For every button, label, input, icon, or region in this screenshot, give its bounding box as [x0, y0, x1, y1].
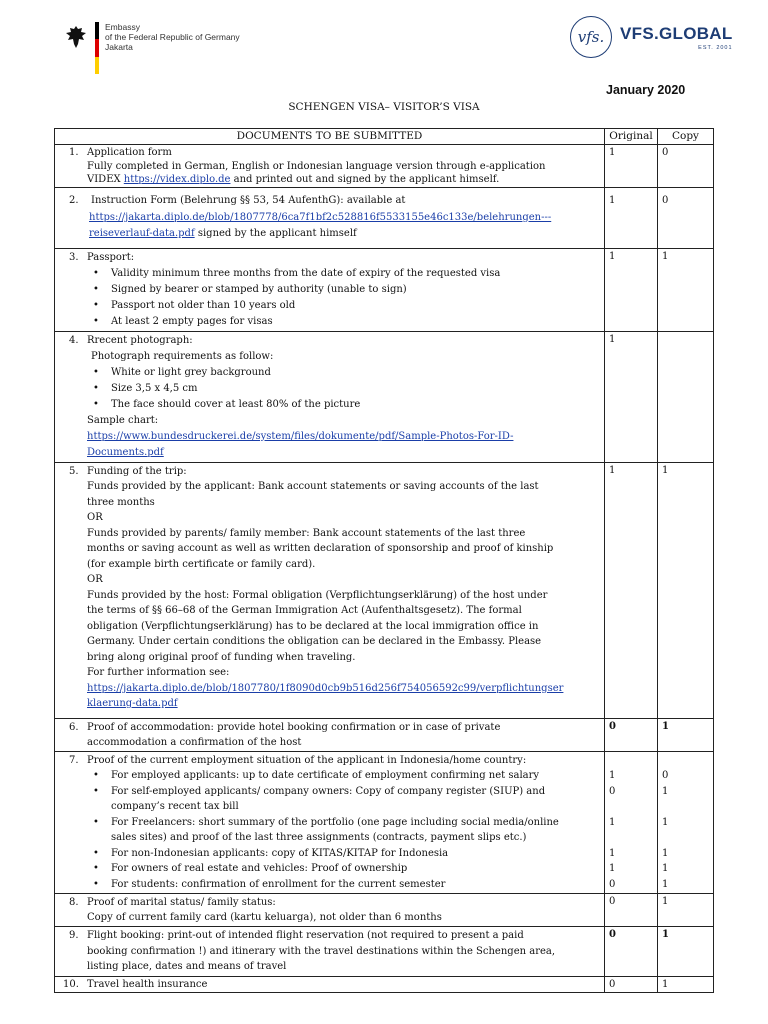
sample-photos-link[interactable]: https://www.bundesdruckerei.de/system/files/dokumente/pdf/Sample-Photos-For-ID-	[87, 430, 514, 442]
employment-list	[59, 768, 600, 892]
vfs-global-logo	[570, 16, 733, 58]
copy-count: 1	[661, 878, 669, 890]
instruction-form-link[interactable]: https://jakarta.diplo.de/blob/1807778/6ca7f1bf2c528816f5533155e46c133e/belehrungen---	[89, 211, 552, 223]
documents-table	[54, 128, 714, 993]
vfs-established: EST. 2001	[698, 44, 733, 51]
original-count: 0	[605, 976, 658, 992]
item-text: three months	[87, 496, 155, 508]
item-number: 6.	[69, 721, 79, 733]
copy-count: 1	[657, 976, 713, 992]
list-item: • For employed applicants: up to date certificate of employment confirming net salary	[99, 768, 600, 784]
item-number: 3.	[69, 251, 79, 263]
item-text	[59, 173, 600, 186]
row-documents	[55, 927, 605, 977]
copy-count: 1	[661, 816, 669, 828]
item-text: Funds provided by the applicant: Bank account statements or saving accounts of the last	[87, 481, 539, 493]
document-date: January 2020	[606, 83, 686, 97]
original-count: 0	[605, 894, 658, 927]
vfs-wordmark	[620, 24, 733, 51]
original-count: 1	[605, 462, 658, 718]
vfs-circle-mark: vfs.	[570, 16, 612, 58]
original-count: 1	[605, 145, 658, 188]
text-suffix: and printed out and signed by the applicant himself.	[230, 173, 500, 185]
embassy-logo	[64, 22, 240, 74]
item-text	[59, 209, 600, 226]
list-item-line: For self-employed applicants/ company owners: Copy of company register (SIUP) and	[111, 785, 546, 797]
item-text: Photograph requirements as follow:	[91, 350, 274, 362]
item-number: 1.	[69, 147, 79, 159]
copy-count: 1	[661, 847, 669, 859]
flag-stripe-black	[95, 22, 99, 39]
passport-list	[59, 266, 600, 330]
list-item: • White or light grey background	[99, 365, 600, 381]
item-title: Passport:	[87, 251, 135, 263]
original-count: 1	[605, 188, 658, 249]
copy-count: 1	[657, 462, 713, 718]
federal-eagle-icon	[64, 24, 88, 50]
list-item	[99, 815, 600, 846]
row-documents	[55, 462, 605, 718]
header-copy: Copy	[657, 129, 713, 145]
copy-count: 1	[661, 785, 669, 797]
table-row	[55, 927, 714, 977]
copy-count: 1	[657, 718, 713, 751]
item-number: 8.	[69, 897, 79, 909]
header-original: Original	[605, 129, 658, 145]
item-text: booking confirmation !) and itinerary with the travel destinations within the Schengen area,	[87, 945, 556, 957]
item-number: 10.	[63, 978, 79, 990]
original-count: 1	[609, 770, 616, 782]
list-item: • For owners of real estate and vehicles: Proof of ownership	[99, 861, 600, 877]
list-item: • Signed by bearer or stamped by authority (unable to sign)	[99, 282, 600, 298]
item-text	[59, 696, 600, 712]
copy-count: 1	[657, 248, 713, 331]
item-text: Germany. Under certain conditions the obligation can be declared in the Embassy. Please	[87, 636, 542, 648]
item-title: Proof of accommodation: provide hotel booking confirmation or in case of private	[87, 721, 501, 733]
item-text	[59, 429, 600, 445]
item-text: months or saving account as well as written declaration of sponsorship and proof of kinship	[87, 543, 554, 555]
instruction-form-link-cont[interactable]: reiseverlauf-data.pdf	[89, 228, 195, 240]
photo-requirements-list	[59, 365, 600, 413]
row-documents	[55, 894, 605, 927]
original-count-list	[605, 751, 658, 894]
list-item-line: sales sites) and proof of the last three assignments (contracts, payment slips etc.)	[111, 832, 527, 844]
verpflichtung-link[interactable]: https://jakarta.diplo.de/blob/1807780/1f8090d0cb9b516d256f754056592c99/verpflichtungser	[87, 682, 564, 694]
table-row	[55, 188, 714, 249]
item-text: (for example birth certificate or family card).	[87, 558, 316, 570]
list-item-line: For Freelancers: short summary of the portfolio (one page including social media/online	[111, 816, 559, 828]
item-text: the terms of §§ 66–68 of the German Immigration Act (Aufenthaltsgesetz). The formal	[87, 605, 522, 617]
page-title: SCHENGEN VISA– VISITOR’S VISA	[288, 101, 480, 113]
table-row	[55, 976, 714, 992]
item-title: Flight booking: print-out of intended flight reservation (not required to present a paid	[87, 930, 524, 942]
item-title: Proof of the current employment situation of the applicant in Indonesia/home country:	[87, 754, 527, 766]
table-row	[55, 145, 714, 188]
item-title: Proof of marital status/ family status:	[87, 897, 276, 909]
list-item: • Validity minimum three months from the date of expiry of the requested visa	[99, 266, 600, 282]
item-text: Fully completed in German, English or Indonesian language version through e-application	[87, 160, 546, 172]
original-count: 1	[609, 847, 616, 859]
copy-count-list	[657, 751, 713, 894]
list-item: • At least 2 empty pages for visas	[99, 314, 600, 330]
item-text: Copy of current family card (kartu keluarga), not older than 6 months	[87, 912, 442, 924]
table-row	[55, 751, 714, 894]
original-count: 0	[605, 718, 658, 751]
item-number: 2.	[69, 195, 79, 207]
item-text	[59, 681, 600, 697]
embassy-line: of the Federal Republic of Germany	[105, 32, 240, 42]
table-row	[55, 248, 714, 331]
copy-count: 1	[657, 894, 713, 927]
list-item	[99, 784, 600, 815]
embassy-line: Embassy	[105, 22, 140, 32]
item-title: Funding of the trip:	[87, 465, 187, 477]
copy-count: 0	[657, 188, 713, 249]
item-text: bring along original proof of funding when traveling.	[87, 651, 356, 663]
list-item: • For non-Indonesian applicants: copy of KITAS/KITAP for Indonesia	[99, 846, 600, 862]
sample-photos-link-cont[interactable]: Documents.pdf	[87, 446, 164, 458]
table-row	[55, 718, 714, 751]
table-row	[55, 462, 714, 718]
item-text: accommodation a confirmation of the host	[87, 736, 302, 748]
header-documents: DOCUMENTS TO BE SUBMITTED	[55, 129, 605, 145]
item-title: Travel health insurance	[87, 978, 208, 990]
or-label: OR	[87, 512, 103, 524]
list-item: • Passport not older than 10 years old	[99, 298, 600, 314]
copy-count: 1	[657, 927, 713, 977]
copy-count	[657, 331, 713, 462]
row-documents	[55, 188, 605, 249]
item-number: 7.	[69, 754, 79, 766]
item-title: Instruction Form (Belehrung §§ 53, 54 AufenthG): available at	[91, 195, 406, 207]
row-documents	[55, 248, 605, 331]
row-documents	[55, 145, 605, 188]
item-text: listing place, dates and means of travel	[87, 961, 287, 973]
original-count: 1	[605, 248, 658, 331]
item-number: 4.	[69, 334, 79, 346]
videx-link[interactable]: https://videx.diplo.de	[123, 173, 231, 185]
list-item: • The face should cover at least 80% of the picture	[99, 397, 600, 413]
list-item-line: company’s recent tax bill	[111, 801, 239, 813]
item-text: Funds provided by parents/ family member: Bank account statements of the last three	[87, 527, 526, 539]
item-text	[59, 445, 600, 461]
text-suffix: signed by the applicant himself	[194, 228, 357, 240]
original-count: 1	[609, 816, 616, 828]
row-documents	[55, 976, 605, 992]
item-title: Application form	[87, 147, 172, 159]
vfs-name: VFS.GLOBAL	[620, 23, 733, 43]
embassy-name	[105, 22, 240, 52]
verpflichtung-link-cont[interactable]: klaerung-data.pdf	[87, 698, 178, 710]
row-documents	[55, 718, 605, 751]
item-number: 9.	[69, 930, 79, 942]
table-header-row	[55, 129, 714, 145]
table-row	[55, 894, 714, 927]
list-item: • Size 3,5 x 4,5 cm	[99, 381, 600, 397]
item-title: Rrecent photograph:	[87, 334, 193, 346]
original-count: 1	[605, 331, 658, 462]
item-text	[59, 225, 600, 242]
original-count: 0	[605, 927, 658, 977]
text-prefix: VIDEX	[87, 173, 124, 185]
copy-count: 0	[657, 145, 713, 188]
flag-stripe-gold	[95, 57, 99, 74]
or-label: OR	[87, 574, 103, 586]
row-documents	[55, 331, 605, 462]
item-text: obligation (Verpflichtungserklärung) has to be declared at the local immigration office in	[87, 620, 539, 632]
embassy-line: Jakarta	[105, 42, 133, 52]
table-row	[55, 331, 714, 462]
item-text: For further information see:	[87, 667, 230, 679]
list-item: • For students: confirmation of enrollment for the current semester	[99, 877, 600, 893]
original-count: 1	[609, 863, 616, 875]
row-documents	[55, 751, 605, 894]
german-flag-bar	[95, 22, 99, 74]
flag-stripe-red	[95, 39, 99, 56]
copy-count: 1	[661, 863, 669, 875]
item-text: Sample chart:	[87, 414, 159, 426]
copy-count: 0	[661, 770, 669, 782]
original-count: 0	[609, 878, 616, 890]
item-number: 5.	[69, 465, 79, 477]
original-count: 0	[609, 785, 616, 797]
item-text: Funds provided by the host: Formal obligation (Verpflichtungserklärung) of the host under	[87, 589, 548, 601]
